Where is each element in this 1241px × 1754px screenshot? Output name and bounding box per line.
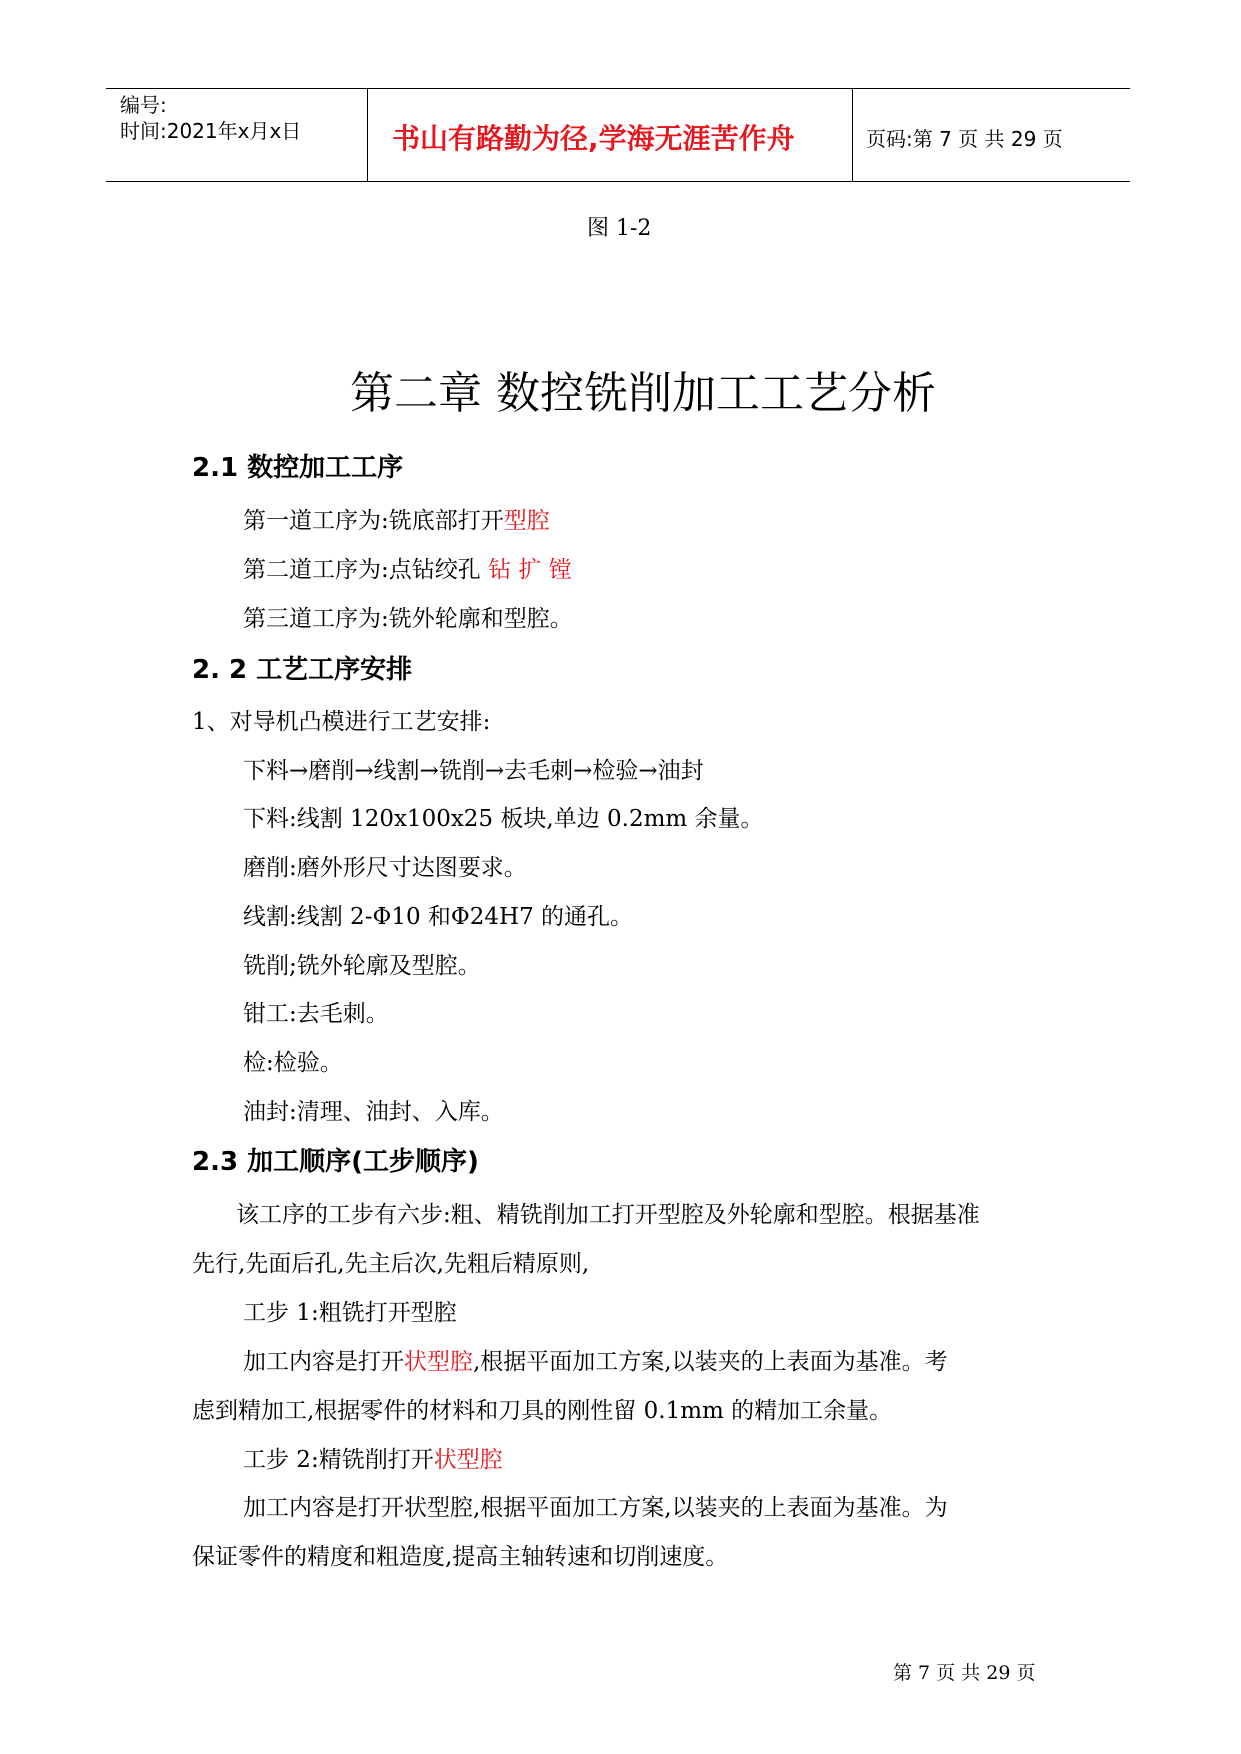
- page-footer: 第 7 页 共 29 页: [893, 1662, 1036, 1684]
- order-paragraph-2-text-a: 加工内容是打开: [243, 1349, 404, 1375]
- order-paragraph-3-line-2: 保证零件的精度和粗造度,提高主轴转速和切削速度。: [192, 1544, 729, 1570]
- order-paragraph-2-line-1: [243, 1343, 948, 1376]
- arrangement-line: 钳工:去毛刺。: [243, 1001, 389, 1027]
- arrangement-intro: 1、对导机凸模进行工艺安排:: [192, 709, 491, 735]
- section-title-2-2: 2. 2 工艺工序安排: [192, 655, 413, 685]
- section-title-2-3: 2.3 加工顺序(工步顺序): [192, 1147, 479, 1177]
- arrangement-line: 磨削:磨外形尺寸达图要求。: [243, 855, 527, 881]
- arrangement-line: 铣削;铣外轮廓及型腔。: [243, 953, 481, 979]
- process-step-1-highlight: 型腔: [503, 508, 550, 534]
- process-step-2-text: 第二道工序为:点钻绞孔: [243, 557, 489, 583]
- header-divider-right: [852, 88, 853, 182]
- process-step-1-text: 第一道工序为:铣底部打开: [243, 508, 504, 534]
- work-step-1-title: 工步 1:粗铣打开型腔: [243, 1300, 457, 1326]
- order-paragraph-1-line-2: 先行,先面后孔,先主后次,先粗后精原则,: [192, 1251, 590, 1277]
- process-step-2: [243, 551, 572, 584]
- arrangement-line: 下料:线割 120x100x25 板块,单边 0.2mm 余量。: [243, 806, 764, 832]
- work-step-2-highlight: 状型腔: [433, 1447, 503, 1473]
- order-paragraph-2-text-b: ,根据平面加工方案,以装夹的上表面为基准。考: [473, 1349, 948, 1375]
- header-number-label: 编号:: [120, 93, 167, 117]
- arrangement-line: 油封:清理、油封、入库。: [243, 1099, 504, 1125]
- header-bottom-border: [106, 181, 1130, 182]
- arrangement-line: 下料→磨削→线割→铣削→去毛刺→检验→油封: [243, 758, 704, 784]
- order-paragraph-2-line-2: 虑到精加工,根据零件的材料和刀具的刚性留 0.1mm 的精加工余量。: [192, 1398, 893, 1424]
- order-paragraph-3-line-1: 加工内容是打开状型腔,根据平面加工方案,以装夹的上表面为基准。为: [243, 1495, 948, 1521]
- chapter-title: 第二章 数控铣削加工工艺分析: [350, 368, 936, 419]
- process-step-2-highlight: 钻 扩 镗: [488, 557, 572, 583]
- header-motto: 书山有路勤为径,学海无涯苦作舟: [392, 122, 795, 155]
- arrangement-line: 检:检验。: [243, 1050, 343, 1076]
- order-paragraph-1-line-1: 该工序的工步有六步:粗、精铣削加工打开型腔及外轮廓和型腔。根据基准: [236, 1202, 980, 1228]
- header-time-label: 时间:2021年x月x日: [120, 119, 302, 143]
- section-title-2-1: 2.1 数控加工工序: [192, 453, 404, 483]
- header-page-info: 页码:第 7 页 共 29 页: [866, 127, 1063, 151]
- work-step-2-text: 工步 2:精铣削打开: [243, 1447, 434, 1473]
- arrangement-line: 线割:线割 2-Φ10 和Φ24H7 的通孔。: [243, 904, 634, 930]
- header-divider-left: [367, 88, 368, 182]
- work-step-2-title: [243, 1441, 503, 1474]
- order-paragraph-2-highlight: 状型腔: [404, 1349, 473, 1375]
- header-top-border: [106, 88, 1130, 89]
- process-step-1: [243, 502, 550, 535]
- figure-caption: 图 1-2: [587, 216, 652, 241]
- process-step-3: 第三道工序为:铣外轮廓和型腔。: [243, 606, 573, 632]
